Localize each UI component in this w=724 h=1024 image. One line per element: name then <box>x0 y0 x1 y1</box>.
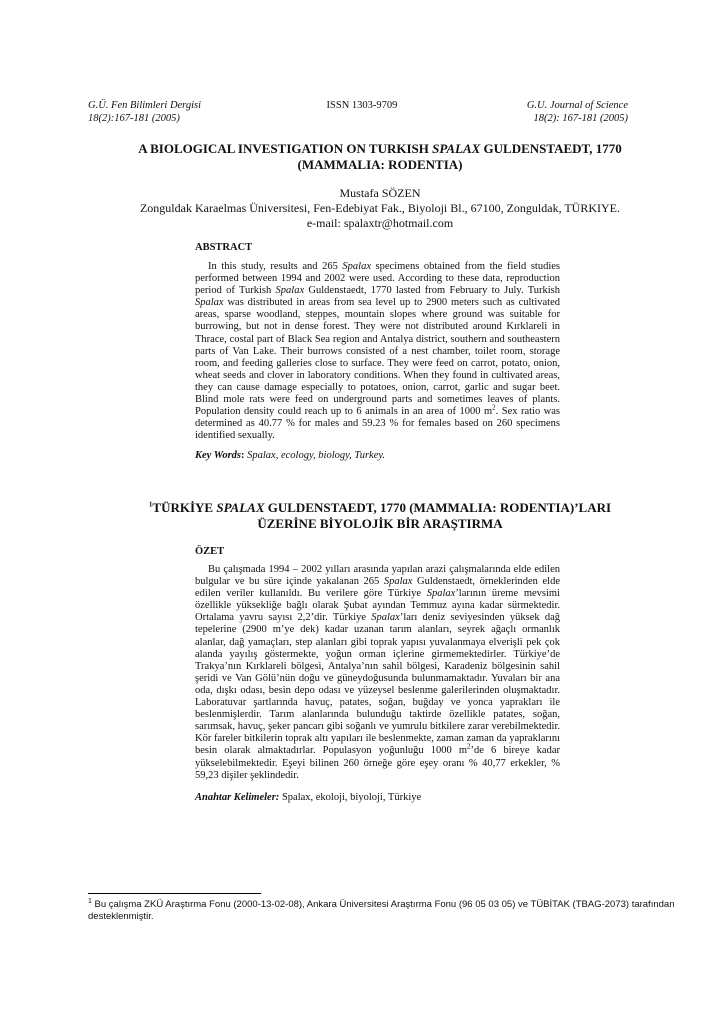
issn: ISSN 1303-9709 <box>326 100 398 111</box>
ozet-keywords: Anahtar Kelimeler: Spalax, ekoloji, biyoloji, Türkiye <box>195 791 422 803</box>
footnote: $^1$ Bu çalışma ZKÜ Araştırma Fonu (2000-13-02-08), Ankara Üniversitesi Araştırma Fonu (96 05 03 05) ve TÜBİTAK (TBAG-2073) tarafından desteklenmiştir. <box>88 897 675 922</box>
author-email: e-mail: spalaxtr@hotmail.com <box>306 216 454 230</box>
author-name: Mustafa SÖZEN <box>339 186 421 200</box>
turkish-title: $^1$TÜRKİYE SPALAX GULDENSTAEDT, 1770 (MAMMALIA: RODENTIA)’LARI ÜZERİNE BİYOLOJİK BİR ARAŞTIRMA <box>148 500 612 531</box>
ozet-section <box>195 546 560 803</box>
journal-name-en: G.U. Journal of Science <box>526 100 628 111</box>
footnote-divider <box>88 893 261 894</box>
journal-volume-en: 18(2): 167-181 (2005) <box>533 113 628 124</box>
paper-title: A BIOLOGICAL INVESTIGATION ON TURKISH SPALAX GULDENSTAEDT, 1770 (MAMMALIA: RODENTIA) <box>138 141 622 172</box>
journal-header-right <box>527 99 628 125</box>
abstract-heading: ABSTRACT <box>195 242 253 253</box>
ozet-text: Bu çalışmada 1994 – 2002 yılları arasında yapılan arazi çalışmalarında elde edilen bulgular ve bu süre içinde yakalanan 265 Spalax Guldenstaedt, örneklerinden elde edilen veriler kullanıldı. Bu verilere göre Türkiye Spalax’larının üreme mevsimi özellikle yüksekliğe bağlı olarak Şubat ayından Temmuz ayına kadar sürmektedir. Ortalama yavru sayısı 2,2’dir. Türkiye Spalax’ları deniz seviyesinden yüksek dağ tepelerine (2900 m’ye dek) kadar uzanan tarım alanları, seyrek ağaçlı ormanlık alanlar, dağ yamaçları, step alanları gibi toprak yapısı yuvalanmaya elverişli pek çok alanda yayılış göstermekte, yoğun orman içlerine girmemektedirler. Türkiye’de Trakya’nın Kırklareli bölgesi, Antalya’nın sahil bölgesi, Karadeniz bölgesinin sahil şeridi ve Van Gölü’nün doğu ve güneydoğusunda bulunmamaktadır. Yuvaları bir ana oda, dışkı odası, besin depo odası ve yüzeysel beslenme galerilerinden oluşmaktadır. Laboratuvar şartlarında havuç, patates, soğan, buğday ve yonca yaprakları ile beslenmişlerdir. Tarım alanlarında bulunduğu taktirde özellikle patates, soğan, sarımsak, havuç, şeker pancarı gibi soğanlı ve yumrulu bitkilere zarar verebilmektedir. Kör fareler bitkilerin toprak altı yapıları ile beslenmekte, zaman zaman da yapraklarını besin olarak almaktadırlar. Populasyon yoğunluğu 1000 $m^2’de$ 6 bireye kadar yükselebilmektedir. Eşeyi bilinen 260 örneğe göre eşey oranı % 40,77 erkekler, % 59,23 dişiler şeklindedir. <box>195 564 560 781</box>
journal-volume-tr: 18(2):167-181 (2005) <box>88 113 180 124</box>
abstract-text: In this study, results and 265 Spalax specimens obtained from the field studies performed between 1994 and 2002 were used. According to these data, reproduction period of Turkish Spalax Guldenstaedt, 1770 lasted from February to July. Turkish Spalax was distributed in areas from sea level up to 2900 meters such as cultivated areas, sparse woodland, steppes, mountain slopes where ground was suitable for burrowing, but not in dense forest. They were not distributed around Kırklareli in Thrace, costal part of Black Sea region and Antalya district, southern and southeastern parts of Van Lake. Their burrows consisted of a nest chamber, toilet room, storage room, and feeding galleries close to surface. They were feed on carrot, potato, onion, wheat seeds and clover in laboratory conditions. When they found in cultivated areas, they can cause damage especially to potatoes, onion, carrot, garlic and sugar beet. Blind mole rats were feed on underground parts and sometimes leaves of plants. Population density could reach up to 6 animals in an area of 1000 $m^2$. Sex ratio was determined as 40.77 % for males and 59.23 % for females based on 260 specimens identified sexually. <box>195 261 560 442</box>
ozet-heading: ÖZET <box>195 546 225 557</box>
journal-name-tr: G.Ü. Fen Bilimleri Dergisi <box>88 100 202 111</box>
abstract-keywords: Key Words: Spalax, ecology, biology, Turkey. <box>195 450 386 462</box>
author-affiliation: Zonguldak Karaelmas Üniversitesi, Fen-Edebiyat Fak., Biyoloji Bl., 67100, Zonguldak, TÜRKIYE. <box>139 201 621 215</box>
author-block <box>60 186 700 231</box>
abstract-section <box>195 242 560 461</box>
